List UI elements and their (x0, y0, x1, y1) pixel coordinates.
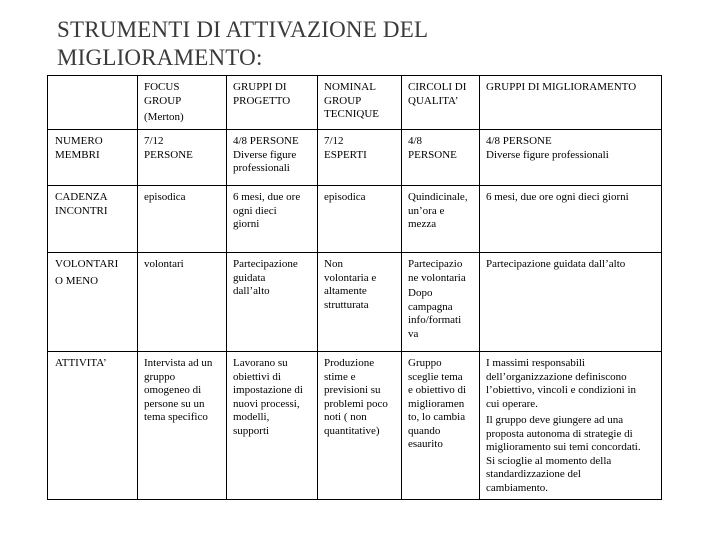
table-cell (480, 186, 662, 253)
cell-text: Lavorano su (233, 357, 288, 369)
comparison-table (47, 75, 662, 500)
cell-text: Si scioglie al momento della (486, 454, 612, 467)
cell-text: CIRCOLI DI (408, 81, 467, 93)
cell-text: CADENZA (55, 191, 108, 203)
title-line-2: MIGLIORAMENTO: (57, 45, 263, 70)
cell-text: persone su un (144, 397, 205, 410)
cell-text: Gruppo (408, 357, 442, 369)
cell-text: episodica (324, 191, 366, 203)
cell-text: obiettivi di (233, 370, 281, 383)
cell-text: PERSONE (408, 148, 457, 161)
page-title (57, 16, 677, 72)
table-cell (402, 186, 480, 253)
cell-text: quando (408, 424, 441, 437)
cell-text: FOCUS (144, 81, 180, 93)
cell-text: omogeneo di (144, 384, 202, 396)
cell-text: I massimi responsabili (486, 357, 585, 369)
cell-text: episodica (144, 191, 186, 203)
table-cell (318, 130, 402, 186)
title-line-1: STRUMENTI DI ATTIVAZIONE DEL (57, 17, 429, 42)
cell-text: QUALITA’ (408, 94, 459, 107)
table-cell (402, 253, 480, 352)
cell-text: stime e (324, 370, 356, 383)
cell-text: cui operare. (486, 397, 538, 410)
cell-text: Diverse figure (233, 148, 297, 161)
cell-text: un’ora e (408, 204, 445, 217)
cell-text: INCONTRI (55, 204, 108, 217)
cell-text: volontaria e (324, 271, 377, 284)
cell-text: e obiettivo di (408, 384, 467, 396)
cell-text: Non (324, 258, 343, 270)
table-row (48, 352, 662, 500)
row-header (48, 352, 138, 500)
cell-text: previsioni su (324, 384, 381, 396)
table-cell (480, 130, 662, 186)
table-cell (227, 186, 318, 253)
table-cell (138, 253, 227, 352)
cell-text: strutturata (324, 298, 369, 311)
cell-text: 4/8 PERSONE (486, 135, 552, 147)
cell-text: Diverse figure professionali (486, 148, 609, 161)
cell-text: 7/12 (144, 135, 164, 147)
cell-text: 6 mesi, due ore ogni dieci giorni (486, 191, 629, 203)
cell-text: GRUPPI DI MIGLIORAMENTO (486, 81, 637, 93)
table-cell (227, 352, 318, 500)
cell-text: info/formati (408, 314, 462, 326)
header-corner-cell (48, 76, 138, 130)
cell-text: 4/8 (408, 135, 423, 147)
table-row (48, 130, 662, 186)
cell-text: GRUPPI DI (233, 81, 287, 93)
cell-text: quantitative) (324, 424, 380, 437)
cell-text: miglioramento sui temi concordati. (486, 441, 641, 453)
column-header (318, 76, 402, 130)
table-cell (138, 352, 227, 500)
column-header (480, 76, 662, 130)
cell-text: GROUP (144, 94, 182, 107)
cell-text: va (408, 327, 419, 340)
header-row (48, 76, 662, 130)
table-cell (318, 186, 402, 253)
cell-text: gruppo (144, 370, 176, 383)
cell-text: professionali (233, 162, 290, 174)
cell-text: Intervista ad un (144, 357, 213, 369)
cell-text: 4/8 PERSONE (233, 135, 299, 147)
table-cell (227, 130, 318, 186)
cell-text: Partecipazione (233, 258, 298, 270)
table-cell (402, 130, 480, 186)
column-header (402, 76, 480, 130)
cell-text: problemi poco (324, 397, 388, 410)
cell-text: ogni dieci (233, 204, 277, 217)
cell-text: Partecipazione guidata dall’alto (486, 258, 626, 270)
cell-text: 6 mesi, due ore (233, 191, 301, 203)
cell-text: Quindicinale, (408, 191, 468, 203)
cell-text: cambiamento. (486, 481, 549, 494)
cell-text: Dopo (408, 287, 433, 299)
table-cell (318, 352, 402, 500)
row-header (48, 253, 138, 352)
cell-text: ne volontaria (408, 271, 466, 284)
cell-text: MEMBRI (55, 148, 100, 161)
table-cell (138, 186, 227, 253)
table-cell (480, 352, 662, 500)
cell-text: l’obiettivo, vincoli e condizioni in (486, 384, 636, 396)
column-header (138, 76, 227, 130)
cell-text: esaurito (408, 438, 443, 450)
table-cell (227, 253, 318, 352)
cell-text: dell’organizzazione definiscono (486, 370, 627, 383)
cell-text: TECNIQUE (324, 108, 379, 120)
cell-text: altamente (324, 285, 367, 297)
table-cell (318, 253, 402, 352)
cell-text: PERSONE (144, 148, 193, 161)
cell-text: Il gruppo deve giungere ad una (486, 414, 624, 426)
cell-text: to, lo cambia (408, 411, 466, 423)
cell-text: Produzione (324, 357, 375, 369)
cell-text: sceglie tema (408, 370, 463, 383)
table-row (48, 186, 662, 253)
cell-text: VOLONTARI (55, 258, 119, 270)
cell-text: giorni (233, 218, 260, 230)
cell-text: volontari (144, 258, 184, 270)
cell-text: modelli, (233, 411, 270, 423)
cell-text: noti ( non (324, 411, 367, 423)
cell-text: tema specifico (144, 411, 208, 423)
cell-text: supporti (233, 424, 270, 437)
cell-text: (Merton) (144, 111, 184, 123)
cell-text: nuovi processi, (233, 397, 300, 410)
cell-text: dall’alto (233, 285, 270, 297)
cell-text: guidata (233, 271, 266, 284)
cell-text: standardizzazione del (486, 468, 581, 480)
table-cell (480, 253, 662, 352)
cell-text: ESPERTI (324, 148, 367, 161)
cell-text: Partecipazio (408, 258, 463, 270)
table-row (48, 253, 662, 352)
column-header (227, 76, 318, 130)
cell-text: proposta autonoma di strategie di (486, 427, 633, 440)
row-header (48, 186, 138, 253)
cell-text: NOMINAL (324, 81, 376, 93)
table-cell (138, 130, 227, 186)
cell-text: ATTIVITA’ (55, 357, 107, 369)
cell-text: GROUP (324, 94, 362, 107)
cell-text: campagna (408, 300, 453, 313)
cell-text: O MENO (55, 274, 99, 287)
cell-text: impostazione di (233, 384, 303, 396)
cell-text: PROGETTO (233, 94, 291, 107)
cell-text: miglioramen (408, 397, 465, 410)
table-cell (402, 352, 480, 500)
row-header (48, 130, 138, 186)
cell-text: NUMERO (55, 135, 103, 147)
cell-text: mezza (408, 218, 437, 230)
cell-text: 7/12 (324, 135, 344, 147)
